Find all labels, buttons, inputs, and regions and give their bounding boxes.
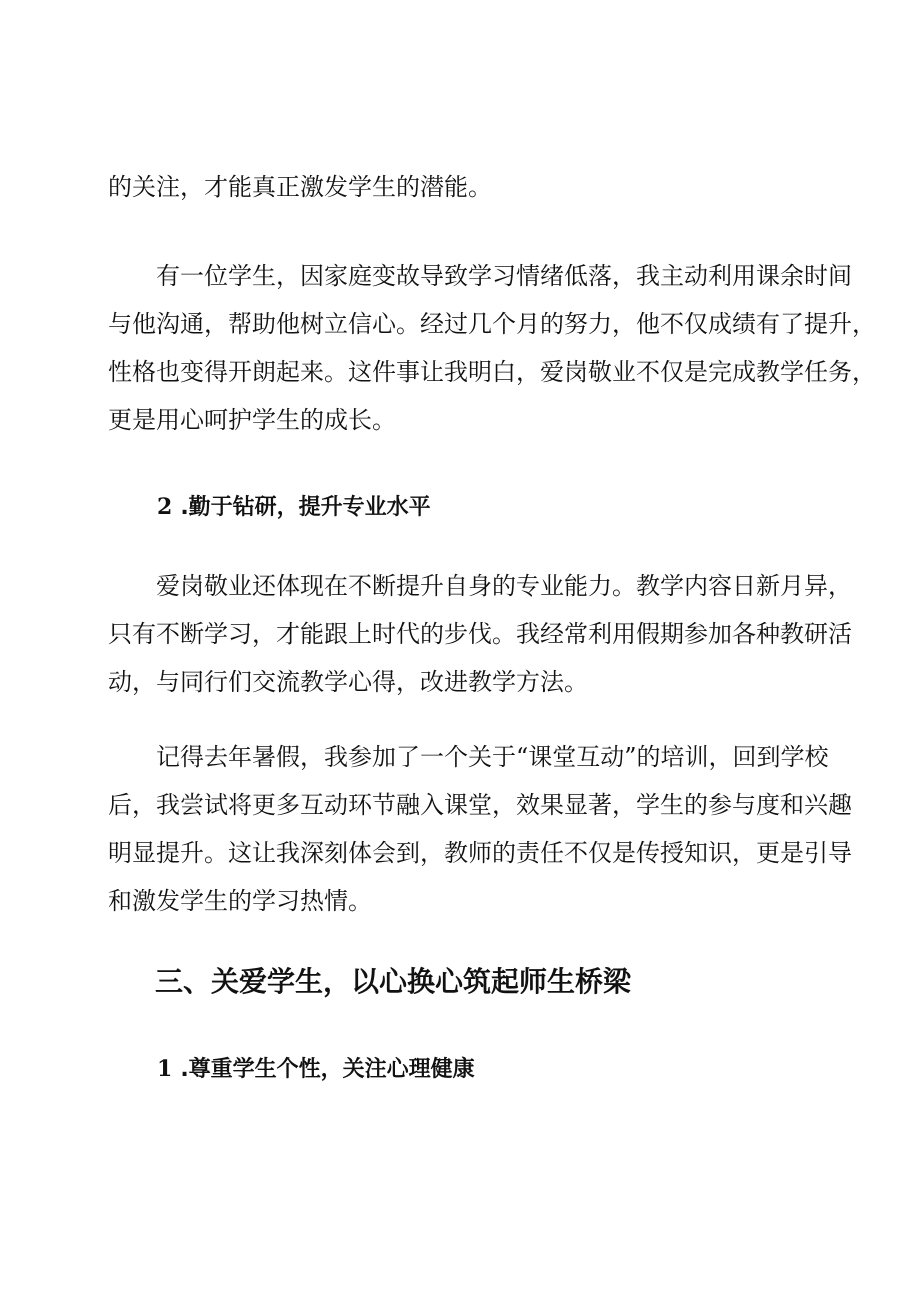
text-line: 与他沟通，帮助他树立信心。经过几个月的努力，他不仅成绩有了提升， <box>108 310 876 338</box>
text-line: 和激发学生的学习热情。 <box>108 887 372 915</box>
paragraph-training-story <box>108 733 852 925</box>
subheading-number: 2 <box>157 494 173 520</box>
paragraph-professional-growth <box>108 562 852 706</box>
text-line: 后，我尝试将更多互动环节融入课堂，效果显著，学生的参与度和兴趣 <box>108 791 852 819</box>
subheading-student-care <box>157 1052 475 1087</box>
section-heading: 三、关爱学生，以心换心筑起师生桥梁 <box>155 965 632 998</box>
text-line: 记得去年暑假，我参加了一个关于“课堂互动”的培训，回到学校 <box>156 743 829 771</box>
subheading-text: .尊重学生个性，关注心理健康 <box>180 1057 475 1082</box>
paragraph-continuation <box>108 163 828 211</box>
subheading-research <box>157 490 431 525</box>
text-line: 只有不断学习，才能跟上时代的步伐。我经常利用假期参加各种教研活 <box>108 620 852 648</box>
text-line: 动，与同行们交流教学心得，改进教学方法。 <box>108 668 588 696</box>
subheading-text: .勤于钻研，提升专业水平 <box>180 495 431 520</box>
text-line: 有一位学生，因家庭变故导致学习情绪低落，我主动利用课余时间 <box>156 262 852 290</box>
text-line: 性格也变得开朗起来。这件事让我明白，爱岗敬业不仅是完成教学任务， <box>108 358 876 386</box>
subheading-number: 1 <box>157 1056 173 1082</box>
text-line: 的关注，才能真正激发学生的潜能。 <box>108 173 492 201</box>
text-line: 爱岗敬业还体现在不断提升自身的专业能力。教学内容日新月异， <box>156 572 852 600</box>
paragraph-student-story <box>108 252 876 444</box>
text-line: 明显提升。这让我深刻体会到，教师的责任不仅是传授知识，更是引导 <box>108 839 852 867</box>
text-line: 更是用心呵护学生的成长。 <box>108 406 396 434</box>
